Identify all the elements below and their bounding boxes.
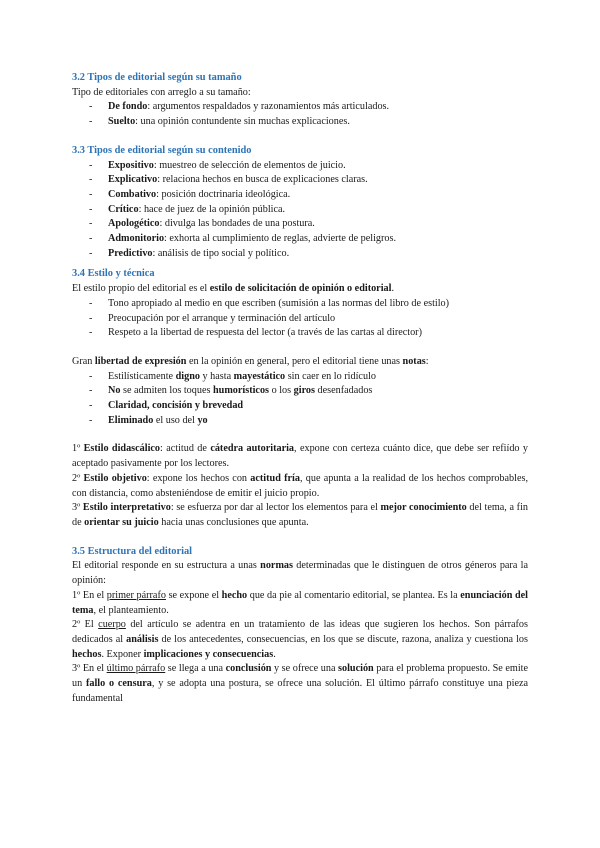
emphasis: No — [108, 385, 121, 397]
text-run: del tema, a fin de — [72, 502, 528, 528]
emphasis: hecho — [221, 589, 248, 601]
term: Apologético — [108, 218, 160, 230]
emphasis: estilo de solicitación de opinión o editorial — [209, 283, 392, 295]
term: Suelto — [108, 116, 136, 128]
list-item — [72, 159, 528, 174]
text-run: 3º — [72, 502, 83, 514]
term-description: : una opinión contundente sin muchas explicaciones. — [135, 116, 350, 128]
term: Admonitorio — [108, 233, 165, 245]
emphasis: análisis — [126, 633, 159, 645]
paragraph-body — [72, 618, 528, 662]
term-description: : análisis de tipo social y político. — [152, 247, 290, 259]
emphasis: giros — [293, 385, 315, 397]
emphasis: hechos — [72, 648, 102, 660]
text-run: : se esfuerza por dar al lector los elementos para el — [170, 502, 381, 514]
emphasis: enunciación del tema — [72, 589, 528, 616]
text-run: y se ofrece una — [271, 663, 339, 675]
text-run: y hasta — [199, 370, 234, 382]
text-run: 2º — [72, 472, 84, 484]
size-types-list — [72, 100, 528, 129]
emphasis: mayestático — [233, 370, 286, 382]
emphasis: actitud fría — [250, 472, 300, 484]
emphasis: fallo o censura — [85, 678, 152, 690]
text-run: . Exponer — [101, 648, 144, 660]
emphasis: normas — [260, 560, 293, 572]
text-run: , y se adopta una postura, se ofrece una solución. El último párrafo constituye una pieza fundamental — [72, 678, 529, 704]
text-run: para el problema propuesto. Se emite un — [72, 663, 529, 690]
term-description: : hace de juez de la opinión pública. — [138, 203, 286, 215]
text-run: El estilo propio del editorial es el — [72, 283, 210, 295]
term: De fondo — [108, 101, 148, 113]
text-run: , que apunta a la realidad de los hechos comprobables, con distancia, como absteniéndose de emitir el juicio propio. — [72, 472, 529, 499]
text-run: en la opinión en general, pero el editorial tiene unas — [186, 355, 403, 367]
section-intro — [72, 282, 528, 297]
term-description: : relaciona hechos en busca de explicaciones claras. — [157, 174, 368, 186]
list-item — [72, 115, 528, 130]
list-item — [72, 399, 528, 414]
emphasis: mejor conocimiento — [380, 502, 467, 514]
emphasis: digno — [175, 370, 200, 382]
term: Expositivo — [108, 159, 154, 171]
term-description: : posición doctrinaria ideológica. — [156, 188, 291, 200]
emphasis: conclusión — [225, 663, 272, 675]
text-run: Gran — [72, 355, 95, 367]
underlined-term: cuerpo — [98, 619, 126, 631]
text-run: de los antecedentes, consecuencias, en los que se discute, razona, analiza y cuestiona los — [158, 633, 528, 645]
emphasis: notas — [402, 355, 426, 367]
text-run: 2º El — [72, 619, 99, 631]
text-run: determinadas que le distinguen de otros géneros para la opinión: — [72, 560, 528, 587]
paragraph-last-paragraph — [72, 662, 528, 706]
list-item — [72, 232, 528, 247]
list-item — [72, 217, 528, 232]
term-description: : argumentos respaldados y razonamientos más articulados. — [147, 101, 390, 113]
term-description: : exhorta al cumplimiento de reglas, advierte de peligros. — [164, 233, 397, 245]
text-run: 1º En el — [72, 589, 107, 601]
emphasis: implicaciones y consecuencias — [143, 648, 274, 660]
text-run: Estilísticamente — [108, 370, 176, 382]
list-item — [72, 414, 528, 429]
text-run: El editorial responde en su estructura a unas — [72, 560, 261, 572]
emphasis: orientar su juicio — [84, 516, 159, 528]
emphasis: Claridad, concisión y brevedad — [108, 400, 244, 412]
list-item — [72, 188, 528, 203]
list-item — [72, 370, 528, 385]
content-types-list — [72, 159, 528, 262]
list-item — [72, 203, 528, 218]
term-description: : muestreo de selección de elementos de juicio. — [153, 159, 346, 171]
text-run: desenfadados — [314, 385, 373, 397]
emphasis: yo — [197, 414, 208, 426]
text-run: , el planteamiento. — [93, 604, 169, 616]
emphasis: solución — [338, 663, 374, 675]
list-item — [72, 100, 528, 115]
emphasis: Estilo objetivo — [83, 472, 147, 484]
text-run: , expone con certeza cuánto dice, que debe ser refiído y aceptado pasivamente por los lectores. — [72, 443, 528, 470]
paragraph-notes-intro — [72, 355, 528, 370]
emphasis: Eliminado — [108, 414, 154, 426]
list-item: - Tono apropiado al medio en que escriben (sumisión a las normas del libro de estilo) — [72, 297, 528, 312]
notes-list — [72, 370, 528, 429]
emphasis: humorísticos — [212, 385, 270, 397]
underlined-term: primer párrafo — [106, 589, 166, 601]
list-item — [72, 384, 528, 399]
document-content — [72, 71, 528, 706]
term: Explicativo — [108, 174, 158, 186]
text-run: : actitud de — [160, 443, 211, 455]
term: Crítico — [108, 203, 139, 215]
paragraph-first-paragraph — [72, 589, 528, 618]
text-run: 3º En el — [72, 663, 107, 675]
text-run: el uso del — [153, 414, 198, 426]
paragraph-didactic-style — [72, 442, 528, 471]
term: Combativo — [108, 188, 157, 200]
text-run: del artículo se adentra en un tratamiento de las ideas que sugieren los hechos. Son párrafos dedicados al — [72, 619, 528, 645]
text-run: : expone los hechos con — [146, 472, 251, 484]
style-list — [72, 297, 528, 341]
text-run: sin caer en lo ridículo — [285, 370, 376, 382]
paragraph-interpretive-style — [72, 501, 528, 530]
emphasis: libertad de expresión — [94, 355, 187, 367]
emphasis: Estilo didascálico — [83, 443, 161, 455]
section-heading-3-3: 3.3 Tipos de editorial según su contenido — [72, 144, 252, 156]
list-item — [72, 173, 528, 188]
list-item — [72, 247, 528, 262]
term-description: : divulga las bondades de una postura. — [159, 218, 315, 230]
term: Predictivo — [108, 247, 153, 259]
section-heading-3-2: 3.2 Tipos de editorial según su tamaño — [72, 72, 242, 83]
paragraph-objective-style — [72, 472, 528, 501]
text-run: se expone el — [165, 589, 222, 601]
text-run: : — [425, 355, 429, 367]
section-intro: Tipo de editoriales con arreglo a su tamaño: — [72, 86, 251, 98]
text-run: se admiten los toques — [120, 385, 213, 397]
section-heading-3-5: 3.5 Estructura del editorial — [72, 545, 193, 557]
text-run: hacia unas conclusiones que apunta. — [158, 516, 309, 528]
underlined-term: último párrafo — [106, 663, 166, 675]
text-run: . — [273, 648, 276, 660]
text-run: que da pie al comentario editorial, se plantea. Es la — [247, 589, 461, 601]
list-item: - Respeto a la libertad de respuesta del lector (a través de las cartas al director) — [72, 326, 528, 341]
text-run: se llega a una — [165, 663, 226, 675]
section-heading-3-4: 3.4 Estilo y técnica — [72, 268, 155, 280]
text-run: o los — [269, 385, 294, 397]
emphasis: cátedra autoritaria — [210, 443, 295, 455]
text-run: . — [391, 283, 395, 295]
list-item: - Preocupación por el arranque y terminación del artículo — [72, 312, 528, 327]
emphasis: Estilo interpretativo — [82, 502, 171, 514]
text-run: 1º — [72, 443, 84, 455]
section-intro — [72, 559, 528, 588]
